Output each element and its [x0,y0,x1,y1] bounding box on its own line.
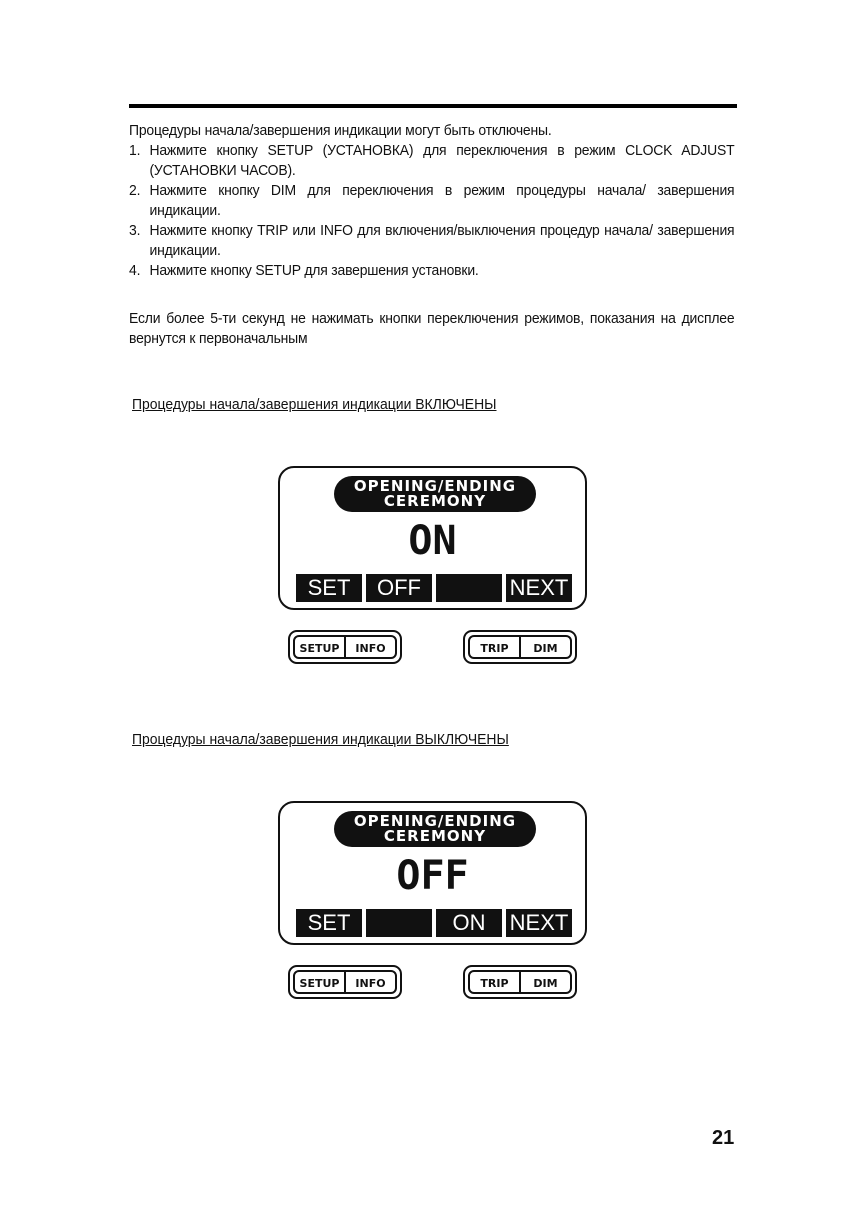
display-banner [334,811,536,847]
step-number: 4. [129,262,141,279]
softkey [366,909,432,937]
trip-button: TRIP [480,977,509,990]
step-number: 3. [129,222,141,239]
softkey: SET [296,909,362,937]
intro-text: Процедуры начала/завершения индикации могут быть отключены. [129,122,552,139]
display-panel-off [278,801,587,945]
info-button: INFO [344,637,395,657]
dim-button: DIM [519,637,570,657]
step-number: 1. [129,142,141,159]
banner-line: OPENING/ENDING [353,477,517,495]
step-text: Нажмите кнопку SETUP для завершения установки. [149,262,479,279]
display-banner [334,476,536,512]
display-state: OFF [396,853,469,899]
trip-button: TRIP [480,642,509,655]
softkey: NEXT [506,909,572,937]
steps-list [129,141,734,281]
step-item [129,221,734,261]
softkey: OFF [366,574,432,602]
softkey-bar [296,909,574,937]
banner-line: OPENING/ENDING [353,812,517,830]
setup-button: SETUP [299,977,340,990]
top-rule [129,104,737,108]
banner-line: CEREMONY [383,827,487,845]
button-pair-trip-dim [463,965,577,999]
page-number: 21 [712,1127,735,1149]
step-number: 2. [129,182,141,199]
intro-block [129,121,735,279]
softkey [436,574,502,602]
softkey: ON [436,909,502,937]
step-item [129,141,734,181]
note-text: Если более 5-ти секунд не нажимать кнопки переключения режимов, показания на дисплее вернутся к первоначальным [129,310,735,347]
step-item [129,261,734,281]
display-panel-on [278,466,587,610]
button-pair-setup-info [288,965,402,999]
step-text: Нажмите кнопку SETUP (УСТАНОВКА) для переключения в режим CLOCK ADJUST (УСТАНОВКИ ЧАСОВ). [149,142,735,179]
button-pair-setup-info [288,630,402,664]
dim-button: DIM [519,972,570,992]
step-text: Нажмите кнопку TRIP или INFO для включения/выключения процедур начала/ завершения индикации. [149,222,735,259]
display-state: ON [408,518,457,564]
setup-button: SETUP [299,642,340,655]
softkey: NEXT [506,574,572,602]
softkey-bar [296,574,574,602]
button-pair-trip-dim [463,630,577,664]
softkey: SET [296,574,362,602]
banner-line: CEREMONY [383,492,487,510]
section-heading-on: Процедуры начала/завершения индикации ВКЛЮЧЕНЫ [132,396,497,413]
step-text: Нажмите кнопку DIM для переключения в режим процедуры начала/ завершения индикации. [149,182,735,219]
section-heading-off: Процедуры начала/завершения индикации ВЫКЛЮЧЕНЫ [132,731,509,748]
step-item [129,181,734,221]
info-button: INFO [344,972,395,992]
